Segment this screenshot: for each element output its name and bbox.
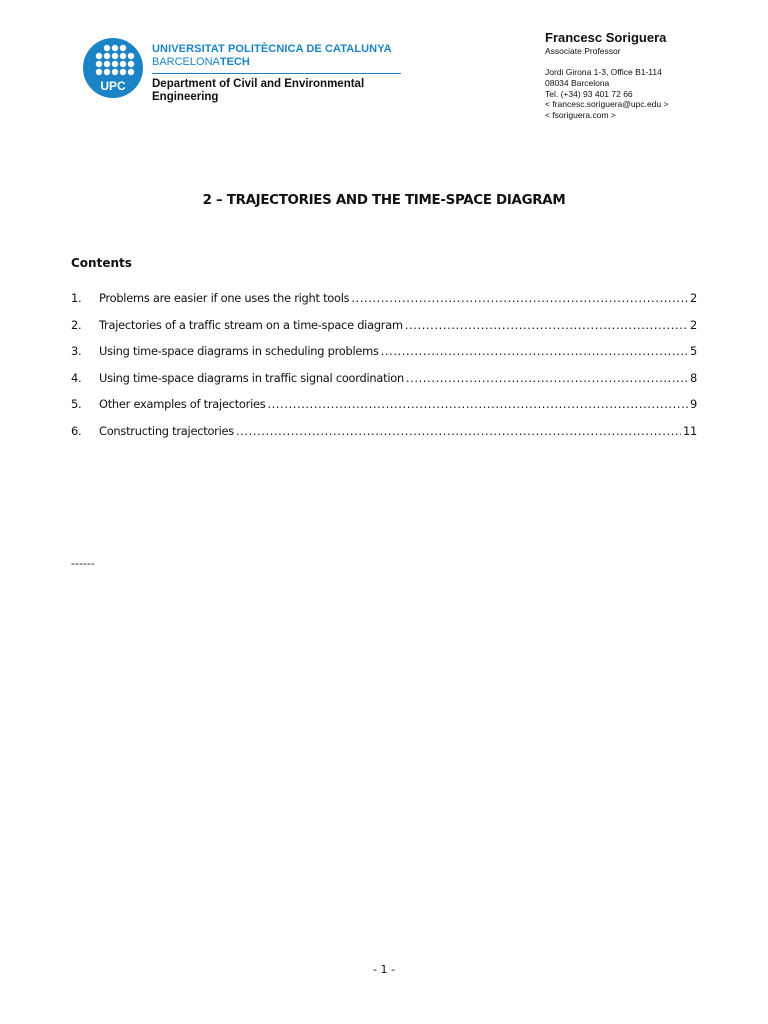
campus-name [152, 56, 250, 68]
contents-heading: Contents [71, 256, 132, 270]
toc-leader [267, 397, 688, 411]
toc-page: 2 [690, 291, 697, 305]
email-link[interactable]: < francesc.soriguera@upc.edu > [545, 99, 669, 110]
toc-page: 9 [690, 397, 697, 412]
toc-page: 5 [690, 344, 697, 359]
department-name: Department of Civil and Environmental Engineering [152, 78, 365, 103]
toc-text: Trajectories of a traffic stream on a time-space diagram [99, 317, 403, 332]
toc-number: 1. [71, 291, 82, 305]
university-name: UNIVERSITAT POLITÈCNICA DE CATALUNYA [152, 43, 392, 55]
toc-leader [405, 318, 688, 332]
toc-number: 4. [71, 370, 82, 385]
toc-text: Problems are easier if one uses the right tools [99, 291, 350, 305]
toc-number: 5. [71, 397, 82, 412]
toc-entry[interactable] [71, 397, 697, 424]
toc-page: 8 [690, 370, 697, 385]
toc-page: 11 [683, 423, 697, 438]
toc-leader [351, 291, 688, 305]
campus-suffix: TECH [219, 56, 250, 68]
logo-text: UPC [100, 79, 126, 93]
toc-leader [381, 344, 688, 358]
toc-entry[interactable] [71, 318, 697, 345]
toc-number: 6. [71, 423, 82, 438]
phone: Tel. (+34) 93 401 72 66 [545, 88, 633, 99]
toc-number: 3. [71, 344, 82, 359]
toc-entry[interactable] [71, 371, 697, 398]
author-name: Francesc Soriguera [545, 30, 667, 45]
toc-leader [406, 371, 688, 385]
author-contact [545, 67, 668, 121]
toc-text: Other examples of trajectories [99, 397, 266, 412]
toc-entry[interactable] [71, 344, 697, 371]
campus-prefix: BARCELONA [152, 56, 220, 68]
upc-logo-icon [83, 38, 143, 98]
header-divider [152, 73, 401, 74]
table-of-contents [71, 291, 697, 451]
document-title: 2 – TRAJECTORIES AND THE TIME-SPACE DIAGRAM [202, 193, 566, 208]
toc-text: Using time-space diagrams in scheduling problems [99, 344, 379, 359]
website-link[interactable]: < fsoriguera.com > [545, 110, 616, 121]
toc-number: 2. [71, 317, 82, 332]
toc-entry[interactable] [71, 424, 697, 451]
toc-page: 2 [690, 317, 697, 332]
toc-leader [236, 424, 681, 438]
page-number: - 1 - [373, 963, 395, 976]
toc-text: Constructing trajectories [99, 423, 234, 438]
toc-entry[interactable] [71, 291, 697, 318]
address-line-1: Jordi Girona 1-3, Office B1-114 [545, 67, 662, 77]
address-line-2: 08034 Barcelona [545, 77, 610, 88]
author-title: Associate Professor [545, 46, 621, 56]
toc-text: Using time-space diagrams in traffic signal coordination [99, 370, 404, 385]
section-separator: ------ [71, 557, 95, 570]
